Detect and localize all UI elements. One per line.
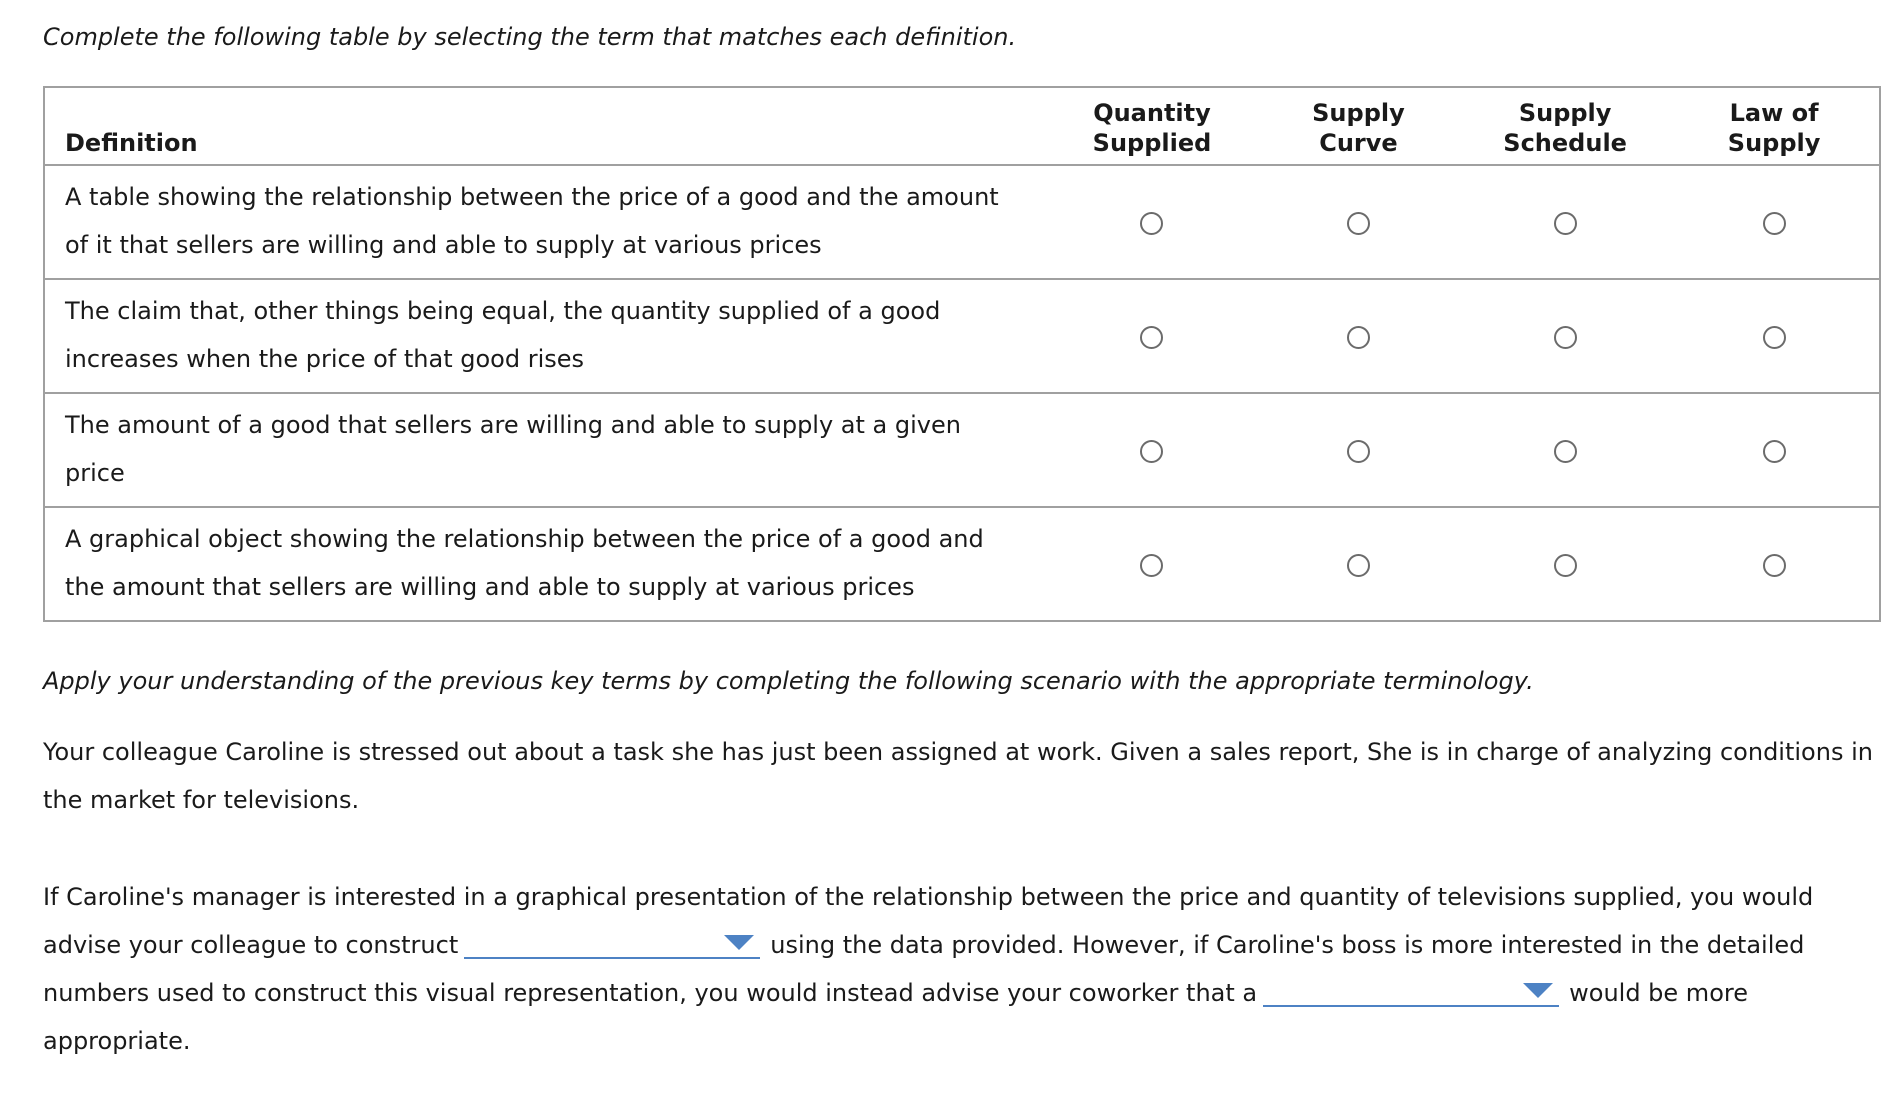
table-instructions: Complete the following table by selecting the term that matches each definition. bbox=[43, 23, 1017, 51]
definition-cell: A table showing the relationship between the price of a good and the amount of it that sellers are willing and able to supply at various prices bbox=[44, 165, 1048, 279]
column-header-supply-schedule: Supply Schedule bbox=[1461, 87, 1669, 165]
column-header-supply-curve: Supply Curve bbox=[1256, 87, 1461, 165]
definition-cell: The claim that, other things being equal, the quantity supplied of a good increases when the price of that good rises bbox=[44, 279, 1048, 393]
radio-quantity-supplied[interactable] bbox=[1140, 212, 1163, 235]
radio-supply-curve[interactable] bbox=[1347, 212, 1370, 235]
scenario-paragraph-1: Your colleague Caroline is stressed out about a task she has just been assigned at work. Given a sales report, She is in charge of analyzing conditions in the market for televisions. bbox=[43, 738, 1873, 814]
radio-law-of-supply[interactable] bbox=[1763, 212, 1786, 235]
radio-law-of-supply[interactable] bbox=[1763, 554, 1786, 577]
definition-cell: A graphical object showing the relationship between the price of a good and the amount that sellers are willing and able to supply at various prices bbox=[44, 507, 1048, 621]
scenario-text-part-1: If Caroline's manager is interested in a graphical presentation of the relationship between the price and quantity of televisions supplied, you would advise your colleague to construct bbox=[43, 883, 1814, 959]
definition-header: Definition bbox=[44, 87, 1048, 165]
radio-law-of-supply[interactable] bbox=[1763, 326, 1786, 349]
answer-dropdown-2[interactable] bbox=[1263, 975, 1559, 1007]
radio-supply-curve[interactable] bbox=[1347, 554, 1370, 577]
table-row bbox=[44, 165, 1880, 279]
scenario-paragraph-2 bbox=[43, 873, 1883, 1065]
table-row bbox=[44, 507, 1880, 621]
radio-quantity-supplied[interactable] bbox=[1140, 440, 1163, 463]
radio-supply-schedule[interactable] bbox=[1554, 440, 1577, 463]
matching-table bbox=[43, 86, 1881, 622]
radio-quantity-supplied[interactable] bbox=[1140, 554, 1163, 577]
radio-law-of-supply[interactable] bbox=[1763, 440, 1786, 463]
radio-supply-schedule[interactable] bbox=[1554, 554, 1577, 577]
scenario-instructions: Apply your understanding of the previous key terms by completing the following scenario with the appropriate terminology. bbox=[43, 667, 1534, 695]
radio-supply-schedule[interactable] bbox=[1554, 212, 1577, 235]
radio-supply-curve[interactable] bbox=[1347, 440, 1370, 463]
scenario-text-part-2: using the data provided. However, if Caroline's boss is more interested in the detailed numbers used to construct this visual representation, you would instead advise your coworker that a bbox=[43, 931, 1805, 1007]
chevron-down-icon bbox=[1523, 983, 1553, 998]
table-row bbox=[44, 279, 1880, 393]
radio-supply-schedule[interactable] bbox=[1554, 326, 1577, 349]
table-row bbox=[44, 393, 1880, 507]
answer-dropdown-1[interactable] bbox=[464, 927, 760, 959]
column-header-law-of-supply: Law of Supply bbox=[1669, 87, 1880, 165]
scenario-text-part-3: would be more appropriate. bbox=[43, 979, 1748, 1055]
table-header-row bbox=[44, 87, 1880, 165]
column-header-quantity-supplied: Quantity Supplied bbox=[1048, 87, 1256, 165]
radio-supply-curve[interactable] bbox=[1347, 326, 1370, 349]
radio-quantity-supplied[interactable] bbox=[1140, 326, 1163, 349]
chevron-down-icon bbox=[724, 935, 754, 950]
definition-cell: The amount of a good that sellers are willing and able to supply at a given price bbox=[44, 393, 1048, 507]
